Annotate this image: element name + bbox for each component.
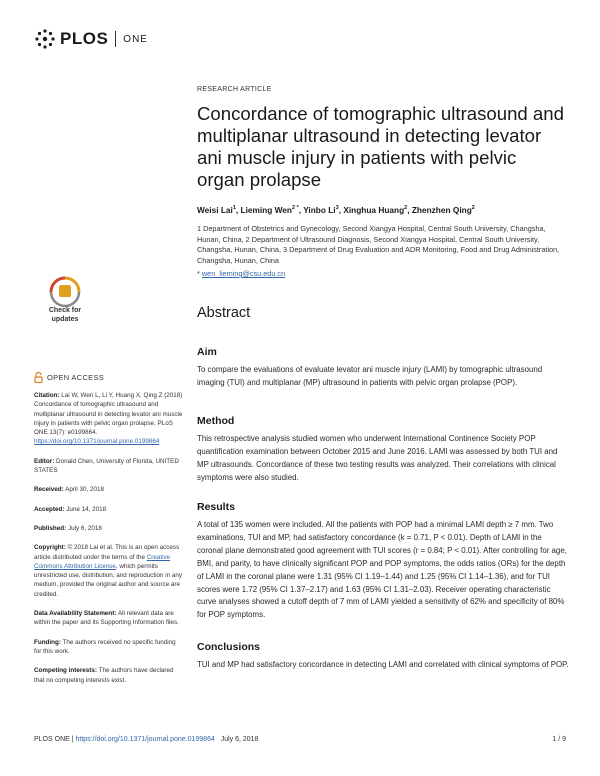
plos-logo[interactable] [34,28,148,50]
copyright-text: © 2018 Lai et al. This is an open access article distributed under the terms of the [34,544,180,561]
copyright [34,543,184,599]
conclusions-text: TUI and MP had satisfactory concordance in detecting LAMI and correlated with clinical symptoms of POP. [197,660,569,669]
accepted-date [34,505,184,514]
published-label: Published: [34,524,67,532]
data-availability [34,609,184,628]
editor [34,457,184,476]
published-date [34,524,184,533]
corresponding-email [197,269,285,278]
funding-text: The authors received no specific funding for this work. [34,638,176,655]
open-access-label: OPEN ACCESS [47,372,105,382]
received-label: Received: [34,486,64,494]
brand-name: PLOS [60,29,109,48]
author[interactable]: Weisi Lai [197,205,233,215]
open-access-badge [34,372,184,383]
data-availability-label: Data Availability Statement: [34,610,117,618]
accepted-value: June 14, 2018 [66,505,107,513]
published-value: July 6, 2018 [67,524,102,532]
copyright-text-2: , which permits unrestricted use, distribution, and reproduction in any medium, provided the original author and source are credited. [34,562,183,598]
check-line2: updates [51,315,79,323]
license-link[interactable]: Creative Commons Attribution License [34,553,171,570]
conclusions-heading: Conclusions [197,641,261,653]
results-heading: Results [197,501,235,513]
footer-journal: PLOS ONE [34,736,70,743]
logo-divider [115,31,116,47]
author-sup: 2 [471,205,475,212]
author-sup: 2 * [292,205,299,212]
email-link[interactable]: wen_lieming@csu.edu.cn [201,269,286,278]
abstract-heading: Abstract [197,305,251,321]
check-for-updates-label[interactable] [36,307,94,324]
article-info-sidebar [34,372,184,695]
funding [34,638,184,657]
citation-label: Citation: [34,392,60,399]
citation-doi-link[interactable]: https://doi.org/10.1371/journal.pone.0199864 [34,438,160,446]
editor-label: Editor: [34,457,55,465]
competing-interests [34,666,184,685]
funding-label: Funding: [34,638,61,646]
page-footer [34,736,566,743]
aim-heading: Aim [197,346,217,358]
citation [34,391,184,447]
journal-name: ONE [123,33,148,45]
affiliations: 1 Department of Obstetrics and Gynecology, Second Xiangya Hospital, Central South University, Changsha, Hunan, China, 2 Department of Ultrasound Diagnosis, Second Xiangya Hospital, Central South University, Changsha, Hunan, China, 3 Department of Drug Evaluation and ADR Monitoring, Food and Drug Administration, Changsha, Hunan, China [197,224,560,265]
received-date [34,485,184,494]
method-text: This retrospective analysis studied women who underwent International Continence Society POP quantification examination between October 2015 and June 2016. LAMI was assessed by both TUI and MP ultrasounds. Concordance of these two testing results was analyzed. Their correlations with clinical symptoms were also studied. [197,434,558,482]
footer-sep: | [69,736,76,743]
author-sup: 3 [335,205,339,212]
article-title: Concordance of tomographic ultrasound and multiplanar ultrasound in detecting levator ani muscle injury in patients with pelvic organ prolapse [197,103,564,190]
competing-text: The authors have declared that no competing interests exist. [34,667,174,684]
author-sup: 1 [232,205,236,212]
footer-doi-link[interactable]: https://doi.org/10.1371/journal.pone.0199864 [75,736,215,743]
citation-text: Lai W, Wen L, Li Y, Huang X, Qing Z (2018) Concordance of tomographic ultrasound and multiplanar ultrasound in detecting levator ani muscle injury in patients with pelvic organ prolapse. PLoS ONE 13(7): e0199864. [34,392,183,437]
email-marker: * [197,269,200,278]
accepted-label: Accepted: [34,505,65,513]
competing-label: Competing interests: [34,667,97,675]
footer-date: July 6, 2018 [220,736,259,743]
open-lock-icon [34,372,43,383]
author[interactable]: Yinbo Li [303,205,336,215]
copyright-label: Copyright: [34,544,66,552]
received-value: April 30, 2018 [65,486,105,494]
author[interactable]: Zhenzhen Qing [411,205,472,215]
check-line1: Check for [48,307,82,314]
page-number: 1 / 9 [552,736,566,743]
author-sup: 2 [404,205,408,212]
footer-left [34,736,258,743]
editor-text: Donald Chen, University of Florida, UNITED STATES [34,457,179,475]
results-text: A total of 135 women were included. All the patients with POP had a minimal LAMI depth ≥ 7 mm. Two examinations, TUI and MP, had satisfactory concordance (k = 0.71, P < 0.01). Depth of LAMI in the coronal plane demonstrated good agreement with TUI scores (r = 0.84; P < 0.01). After controlling for age, BMI, and parity, to have clinically significant POP and POP symptoms, the odds ratios (ORs) for the depth of LAMI in the coronal plane were 1.31 (95% CI 1.19–1.44) and 1.25 (95% CI 1.14–1.36), and for TUI scores were 1.72 (95% CI 1.37–2.17) and 1.63 (95% CI 1.31–2.03). Receiver operating characteristic curve analyses showed a cutoff depth of 7 mm of LAMI yielded a sensitivity of 62% and specificity of 80% for POP symptoms. [197,520,567,620]
article-type: RESEARCH ARTICLE [197,86,272,93]
author[interactable]: Lieming Wen [240,205,292,215]
aim-text: To compare the evaluations of evaluate levator ani muscle injury (LAMI) by tomographic ultrasound imaging (TUI) and multiplanar (MP) ultrasound in patients with pelvic organ prolapse (POP). [197,365,543,387]
author-list: Weisi Lai$^1$, Lieming Wen$^{2 *}$, Yinbo Li$^3$, Xinghua Huang$^2$, Zhenzhen Qing$^2$ [197,205,475,215]
method-heading: Method [197,415,235,427]
plos-dots-icon [34,28,56,50]
author[interactable]: Xinghua Huang [343,205,405,215]
data-availability-text: All relevant data are within the paper and its Supporting Information files. [34,610,179,627]
